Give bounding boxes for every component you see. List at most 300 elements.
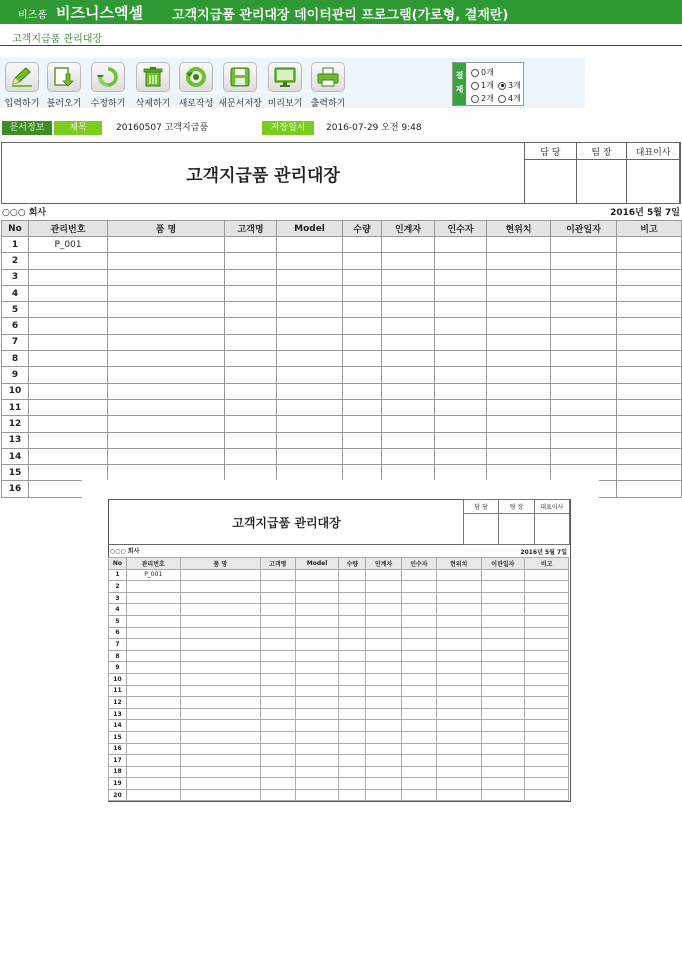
table-row (2, 351, 682, 367)
table-cell[interactable] (617, 269, 682, 285)
table-cell[interactable] (487, 253, 551, 269)
table-cell[interactable] (343, 318, 382, 334)
table-cell[interactable] (487, 448, 551, 464)
table-cell[interactable] (382, 351, 435, 367)
table-cell[interactable] (382, 302, 435, 318)
main-column-header: 이관일자 (551, 221, 617, 237)
save-new-button[interactable] (218, 62, 262, 108)
table-cell[interactable] (277, 367, 343, 383)
table-cell (401, 789, 436, 801)
table-cell[interactable] (487, 351, 551, 367)
table-cell[interactable] (343, 383, 382, 399)
table-cell[interactable] (487, 269, 551, 285)
table-cell (260, 604, 295, 616)
approval-option-3[interactable]: 3개 (498, 80, 521, 91)
table-cell (339, 778, 366, 790)
table-cell[interactable] (343, 253, 382, 269)
table-cell[interactable] (487, 302, 551, 318)
approval-option-4[interactable]: 4개 (498, 93, 521, 104)
table-cell[interactable] (108, 399, 225, 415)
table-cell[interactable] (382, 383, 435, 399)
subject-value[interactable]: 20160507 고객지급품 (116, 123, 209, 133)
row-number: 4 (109, 604, 127, 616)
input-button[interactable] (0, 62, 44, 108)
table-cell (260, 778, 295, 790)
table-cell[interactable] (617, 383, 682, 399)
table-cell (436, 755, 481, 767)
table-cell[interactable] (487, 237, 551, 253)
subject-label: 제목 (54, 121, 102, 135)
edit-button-label: 수정하기 (90, 99, 126, 109)
table-cell[interactable] (29, 465, 108, 481)
table-cell[interactable] (382, 399, 435, 415)
load-button-label: 불러오기 (46, 99, 82, 109)
table-cell[interactable] (617, 285, 682, 301)
table-cell (295, 766, 339, 778)
table-cell[interactable] (343, 432, 382, 448)
table-cell (366, 766, 402, 778)
table-cell: P_001 (126, 569, 180, 581)
preview-table-row (109, 778, 569, 790)
new-button[interactable] (174, 62, 218, 108)
table-cell[interactable] (617, 237, 682, 253)
table-cell[interactable] (551, 383, 617, 399)
table-cell[interactable] (617, 432, 682, 448)
table-cell (366, 743, 402, 755)
brand-small: 비즈폼 (18, 10, 47, 21)
preview-column-header: 고객명 (260, 558, 295, 570)
preview-table-row (109, 604, 569, 616)
table-cell (525, 731, 569, 743)
table-cell[interactable] (617, 416, 682, 432)
table-cell[interactable] (108, 237, 225, 253)
table-cell[interactable] (617, 448, 682, 464)
table-cell[interactable] (551, 237, 617, 253)
table-cell[interactable] (343, 237, 382, 253)
table-row (2, 432, 682, 448)
table-cell (260, 697, 295, 709)
row-number: 4 (2, 285, 29, 301)
table-cell[interactable] (617, 334, 682, 350)
table-cell[interactable] (435, 448, 487, 464)
table-cell (436, 789, 481, 801)
preview-company-row (110, 546, 569, 556)
table-cell[interactable] (108, 318, 225, 334)
table-cell (401, 685, 436, 697)
table-cell (295, 627, 339, 639)
table-cell[interactable] (29, 399, 108, 415)
table-cell (180, 650, 260, 662)
preview-table-row (109, 569, 569, 581)
table-cell[interactable] (29, 302, 108, 318)
preview-table-row (109, 789, 569, 801)
table-cell (401, 778, 436, 790)
table-cell (481, 778, 525, 790)
table-cell (481, 720, 525, 732)
table-cell[interactable] (435, 351, 487, 367)
table-cell[interactable] (617, 253, 682, 269)
table-cell[interactable] (487, 465, 551, 481)
preview-column-header: 품 명 (180, 558, 260, 570)
table-cell[interactable] (382, 432, 435, 448)
table-cell (481, 615, 525, 627)
table-cell[interactable] (225, 302, 277, 318)
table-cell (525, 743, 569, 755)
main-column-header: 고객명 (225, 221, 277, 237)
table-cell[interactable] (225, 334, 277, 350)
table-cell[interactable] (277, 465, 343, 481)
table-cell (481, 639, 525, 651)
table-cell (401, 743, 436, 755)
table-cell[interactable] (277, 383, 343, 399)
table-cell[interactable] (29, 334, 108, 350)
row-number: 6 (2, 318, 29, 334)
table-cell[interactable] (277, 318, 343, 334)
table-cell[interactable] (551, 367, 617, 383)
table-cell[interactable] (382, 334, 435, 350)
table-cell[interactable] (551, 334, 617, 350)
table-cell[interactable] (551, 399, 617, 415)
table-cell[interactable] (617, 481, 682, 497)
table-cell (126, 662, 180, 674)
preview-table-row (109, 720, 569, 732)
main-column-header: No (2, 221, 29, 237)
table-cell (366, 755, 402, 767)
saved-label: 저장일시 (262, 121, 314, 135)
table-cell[interactable] (108, 253, 225, 269)
table-cell[interactable] (551, 269, 617, 285)
table-cell[interactable] (435, 302, 487, 318)
table-cell[interactable] (277, 302, 343, 318)
row-number: 8 (109, 650, 127, 662)
table-cell[interactable] (382, 448, 435, 464)
table-cell[interactable] (551, 318, 617, 334)
sign-cell[interactable] (525, 160, 577, 204)
preview-column-header: 관리번호 (126, 558, 180, 570)
row-number: 5 (2, 302, 29, 318)
table-cell[interactable] (343, 448, 382, 464)
table-cell[interactable] (108, 448, 225, 464)
table-cell[interactable] (435, 383, 487, 399)
preview-table-row (109, 766, 569, 778)
table-cell[interactable] (382, 367, 435, 383)
table-cell[interactable] (382, 237, 435, 253)
table-cell[interactable] (225, 465, 277, 481)
table-cell (339, 639, 366, 651)
table-cell (366, 662, 402, 674)
table-cell (126, 639, 180, 651)
table-cell[interactable] (487, 318, 551, 334)
table-cell (366, 720, 402, 732)
table-cell[interactable] (343, 367, 382, 383)
table-cell[interactable] (435, 416, 487, 432)
table-cell[interactable] (343, 416, 382, 432)
table-cell (339, 731, 366, 743)
table-cell (366, 592, 402, 604)
table-cell[interactable] (435, 237, 487, 253)
table-cell (436, 697, 481, 709)
table-cell[interactable] (29, 383, 108, 399)
table-cell (481, 604, 525, 616)
table-cell[interactable] (225, 448, 277, 464)
table-cell[interactable] (29, 416, 108, 432)
table-cell[interactable] (487, 367, 551, 383)
table-cell[interactable] (551, 302, 617, 318)
table-cell (436, 731, 481, 743)
table-cell[interactable] (29, 285, 108, 301)
table-cell[interactable] (617, 367, 682, 383)
table-cell[interactable] (435, 367, 487, 383)
main-column-header: 인수자 (435, 221, 487, 237)
table-cell (366, 604, 402, 616)
table-cell[interactable] (487, 285, 551, 301)
table-cell[interactable] (108, 432, 225, 448)
table-cell (481, 755, 525, 767)
table-cell[interactable] (382, 318, 435, 334)
table-cell (295, 673, 339, 685)
table-cell[interactable] (551, 285, 617, 301)
table-cell[interactable] (435, 432, 487, 448)
load-button[interactable] (42, 62, 86, 108)
print-button[interactable] (306, 62, 350, 108)
table-cell[interactable] (29, 367, 108, 383)
table-cell[interactable] (108, 285, 225, 301)
table-cell (295, 731, 339, 743)
table-cell[interactable] (29, 318, 108, 334)
preview-table-row (109, 755, 569, 767)
table-cell (339, 755, 366, 767)
main-column-header: Model (277, 221, 343, 237)
table-cell[interactable] (225, 351, 277, 367)
table-cell (260, 639, 295, 651)
row-number: 6 (109, 627, 127, 639)
table-cell[interactable] (382, 416, 435, 432)
table-cell (295, 755, 339, 767)
table-cell (525, 685, 569, 697)
table-cell (180, 627, 260, 639)
table-cell[interactable] (277, 334, 343, 350)
print-button-label: 출력하기 (310, 99, 346, 109)
table-cell[interactable] (487, 383, 551, 399)
preview-table-row (109, 685, 569, 697)
table-cell[interactable] (382, 285, 435, 301)
table-cell (180, 604, 260, 616)
table-cell[interactable] (343, 334, 382, 350)
table-cell[interactable] (277, 399, 343, 415)
table-cell[interactable] (617, 302, 682, 318)
table-cell (126, 743, 180, 755)
table-cell (126, 731, 180, 743)
table-cell[interactable] (487, 399, 551, 415)
table-cell[interactable] (225, 383, 277, 399)
table-cell (436, 604, 481, 616)
table-cell[interactable] (277, 416, 343, 432)
table-cell (436, 743, 481, 755)
table-cell[interactable] (277, 432, 343, 448)
table-cell[interactable] (277, 237, 343, 253)
table-cell (126, 592, 180, 604)
table-cell (481, 650, 525, 662)
table-cell (180, 778, 260, 790)
table-cell (339, 627, 366, 639)
table-cell (180, 731, 260, 743)
sign-cell[interactable] (576, 160, 627, 204)
table-cell[interactable] (277, 351, 343, 367)
approval-option-1[interactable]: 1개 (471, 80, 494, 91)
table-cell (126, 650, 180, 662)
preview-button[interactable] (263, 62, 307, 108)
table-cell[interactable] (435, 318, 487, 334)
new-icon (179, 62, 213, 92)
table-cell[interactable] (277, 253, 343, 269)
main-column-header: 수량 (343, 221, 382, 237)
table-cell (180, 569, 260, 581)
table-cell[interactable] (108, 269, 225, 285)
table-row (2, 318, 682, 334)
table-cell[interactable] (551, 351, 617, 367)
refresh-icon (91, 62, 125, 92)
radio-icon (471, 82, 479, 90)
table-cell[interactable] (382, 465, 435, 481)
approval-option-0[interactable]: 0개 (471, 67, 494, 78)
table-cell[interactable] (225, 285, 277, 301)
table-cell[interactable] (277, 285, 343, 301)
table-cell[interactable] (108, 465, 225, 481)
save-icon (223, 62, 257, 92)
app-header (0, 0, 682, 24)
table-cell (366, 639, 402, 651)
approval-count-selector (452, 62, 524, 106)
table-cell[interactable] (29, 432, 108, 448)
trash-icon (136, 62, 170, 92)
table-cell[interactable]: P_001 (29, 237, 108, 253)
table-cell (481, 731, 525, 743)
table-cell[interactable] (435, 285, 487, 301)
table-cell[interactable] (617, 351, 682, 367)
preview-table-row (109, 592, 569, 604)
table-cell[interactable] (551, 416, 617, 432)
table-cell[interactable] (435, 253, 487, 269)
table-cell[interactable] (435, 465, 487, 481)
table-cell (295, 639, 339, 651)
table-cell (295, 581, 339, 593)
table-cell[interactable] (225, 318, 277, 334)
table-cell (260, 615, 295, 627)
table-cell[interactable] (29, 253, 108, 269)
delete-button[interactable] (131, 62, 175, 108)
table-cell[interactable] (343, 399, 382, 415)
table-cell[interactable] (277, 269, 343, 285)
table-cell[interactable] (617, 318, 682, 334)
table-cell[interactable] (108, 334, 225, 350)
table-cell[interactable] (225, 432, 277, 448)
table-cell[interactable] (487, 334, 551, 350)
table-cell[interactable] (551, 253, 617, 269)
table-cell[interactable] (551, 432, 617, 448)
table-cell[interactable] (225, 399, 277, 415)
table-cell[interactable] (108, 351, 225, 367)
table-cell[interactable] (29, 269, 108, 285)
table-cell[interactable] (108, 302, 225, 318)
table-cell[interactable] (277, 448, 343, 464)
table-cell[interactable] (382, 269, 435, 285)
radio-icon (498, 95, 506, 103)
table-cell[interactable] (435, 334, 487, 350)
table-cell[interactable] (551, 448, 617, 464)
preview-company-name: ○○○ 회사 (110, 548, 140, 555)
table-cell[interactable] (108, 416, 225, 432)
table-cell[interactable] (225, 416, 277, 432)
sign-cell[interactable] (627, 160, 680, 204)
table-cell (260, 685, 295, 697)
table-cell[interactable] (343, 285, 382, 301)
table-cell[interactable] (617, 465, 682, 481)
table-cell (366, 673, 402, 685)
table-cell[interactable] (435, 269, 487, 285)
table-cell (481, 766, 525, 778)
table-cell (260, 592, 295, 604)
table-cell[interactable] (487, 416, 551, 432)
table-cell[interactable] (29, 351, 108, 367)
table-cell[interactable] (617, 399, 682, 415)
table-cell[interactable] (225, 237, 277, 253)
table-cell[interactable] (382, 253, 435, 269)
table-cell[interactable] (343, 302, 382, 318)
table-cell[interactable] (435, 399, 487, 415)
table-cell (401, 604, 436, 616)
app-title: 고객지급품 관리대장 데이터관리 프로그램(가로형, 결재란) (172, 8, 509, 23)
preview-table-row (109, 615, 569, 627)
table-cell (339, 708, 366, 720)
company-name: ○○○ 회사 (2, 208, 47, 218)
preview-column-header: 수량 (339, 558, 366, 570)
row-number: 13 (2, 432, 29, 448)
document-title: 고객지급품 관리대장 (186, 166, 340, 186)
table-cell[interactable] (487, 432, 551, 448)
table-cell (481, 627, 525, 639)
edit-button[interactable] (86, 62, 130, 108)
table-cell (295, 569, 339, 581)
preview-button-label: 미리보기 (267, 99, 303, 109)
preview-column-header: 비고 (525, 558, 569, 570)
table-cell[interactable] (225, 367, 277, 383)
table-cell (436, 581, 481, 593)
table-cell (401, 766, 436, 778)
table-cell[interactable] (551, 465, 617, 481)
preview-column-header: 현위치 (436, 558, 481, 570)
table-cell[interactable] (29, 448, 108, 464)
table-cell[interactable] (225, 253, 277, 269)
row-number: 16 (109, 743, 127, 755)
table-cell[interactable] (225, 269, 277, 285)
table-cell[interactable] (108, 367, 225, 383)
table-cell[interactable] (343, 465, 382, 481)
table-row (2, 334, 682, 350)
table-cell (401, 615, 436, 627)
table-cell (180, 581, 260, 593)
table-cell[interactable] (343, 351, 382, 367)
table-cell[interactable] (343, 269, 382, 285)
table-cell (481, 569, 525, 581)
table-cell (126, 789, 180, 801)
document-date: 2016년 5월 7일 (610, 208, 680, 218)
table-row (2, 367, 682, 383)
row-number: 9 (109, 662, 127, 674)
table-cell[interactable] (108, 383, 225, 399)
table-cell (260, 662, 295, 674)
approval-option-2[interactable]: 2개 (471, 93, 494, 104)
sign-header-staff: 담 당 (525, 143, 577, 160)
